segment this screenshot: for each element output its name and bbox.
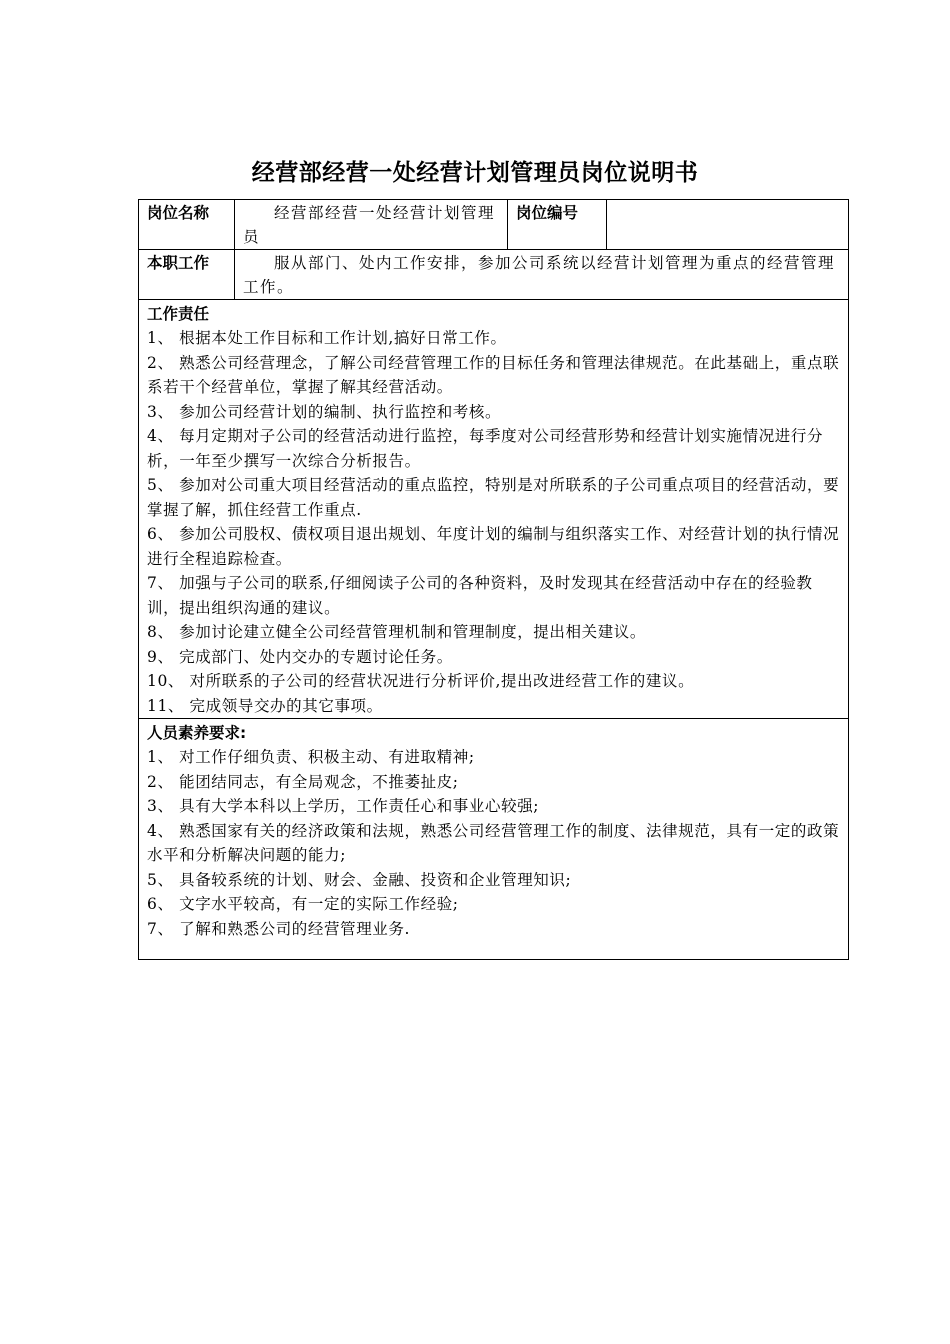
requirements-list (147, 745, 840, 941)
list-item: 1、 根据本处工作目标和工作计划,搞好日常工作。 (147, 329, 507, 347)
list-item: 6、 参加公司股权、债权项目退出规划、年度计划的编制与组织落实工作、对经营计划的执行情况进行全程追踪检查。 (147, 525, 840, 568)
list-item: 7、 加强与子公司的联系,仔细阅读子公司的各种资料，及时发现其在经营活动中存在的经验教训，提出组织沟通的建议。 (147, 574, 813, 617)
responsibilities-heading: 工作责任 (147, 305, 210, 323)
list-item: 8、 参加讨论建立健全公司经营管理机制和管理制度，提出相关建议。 (147, 623, 646, 641)
list-item: 11、 完成领导交办的其它事项。 (147, 696, 383, 715)
document-title: 经营部经营一处经营计划管理员岗位说明书 (251, 160, 699, 186)
list-item: 9、 完成部门、处内交办的专题讨论任务。 (147, 647, 453, 666)
requirements-section (139, 719, 849, 960)
responsibilities-row (139, 300, 849, 719)
list-item: 5、 具备较系统的计划、财会、金融、投资和企业管理知识; (147, 870, 572, 889)
responsibilities-list (147, 326, 840, 718)
position-row (139, 200, 849, 250)
list-item: 5、 参加对公司重大项目经营活动的重点监控，特别是对所联系的子公司重点项目的经营活动，要掌握了解，抓住经营工作重点. (147, 476, 840, 519)
list-item: 3、 参加公司经营计划的编制、执行监控和考核。 (147, 402, 502, 421)
list-item: 1、 对工作仔细负责、积极主动、有进取精神; (147, 748, 475, 766)
position-name-value: 经营部经营一处经营计划管理员 (235, 200, 508, 250)
position-name-label: 岗位名称 (139, 200, 235, 250)
main-work-value: 服从部门、处内工作安排，参加公司系统以经营计划管理为重点的经营管理工作。 (235, 250, 849, 300)
responsibilities-section (139, 300, 849, 719)
list-item: 2、 熟悉公司经营理念，了解公司经营管理工作的目标任务和管理法律规范。在此基础上，重点联系若干个经营单位，掌握了解其经营活动。 (147, 353, 840, 396)
requirements-row (139, 719, 849, 960)
list-item: 7、 了解和熟悉公司的经营管理业务. (147, 919, 411, 938)
position-code-value (607, 200, 849, 250)
list-item: 3、 具有大学本科以上学历，工作责任心和事业心较强; (147, 797, 540, 815)
job-description-table (138, 199, 849, 960)
position-code-label: 岗位编号 (508, 200, 607, 250)
list-item: 4、 熟悉国家有关的经济政策和法规，熟悉公司经营管理工作的制度、法律规范，具有一定的政策水平和分析解决问题的能力; (147, 821, 840, 864)
list-item: 2、 能团结同志，有全局观念，不推萎扯皮; (147, 772, 459, 791)
list-item: 10、 对所联系的子公司的经营状况进行分析评价,提出改进经营工作的建议。 (147, 672, 695, 690)
main-work-label: 本职工作 (139, 250, 235, 300)
list-item: 6、 文字水平较高，有一定的实际工作经验; (147, 895, 459, 913)
requirements-heading: 人员素养要求: (147, 724, 247, 742)
main-work-row (139, 250, 849, 300)
list-item: 4、 每月定期对子公司的经营活动进行监控，每季度对公司经营形势和经营计划实施情况进行分析，一年至少撰写一次综合分析报告。 (147, 427, 824, 470)
